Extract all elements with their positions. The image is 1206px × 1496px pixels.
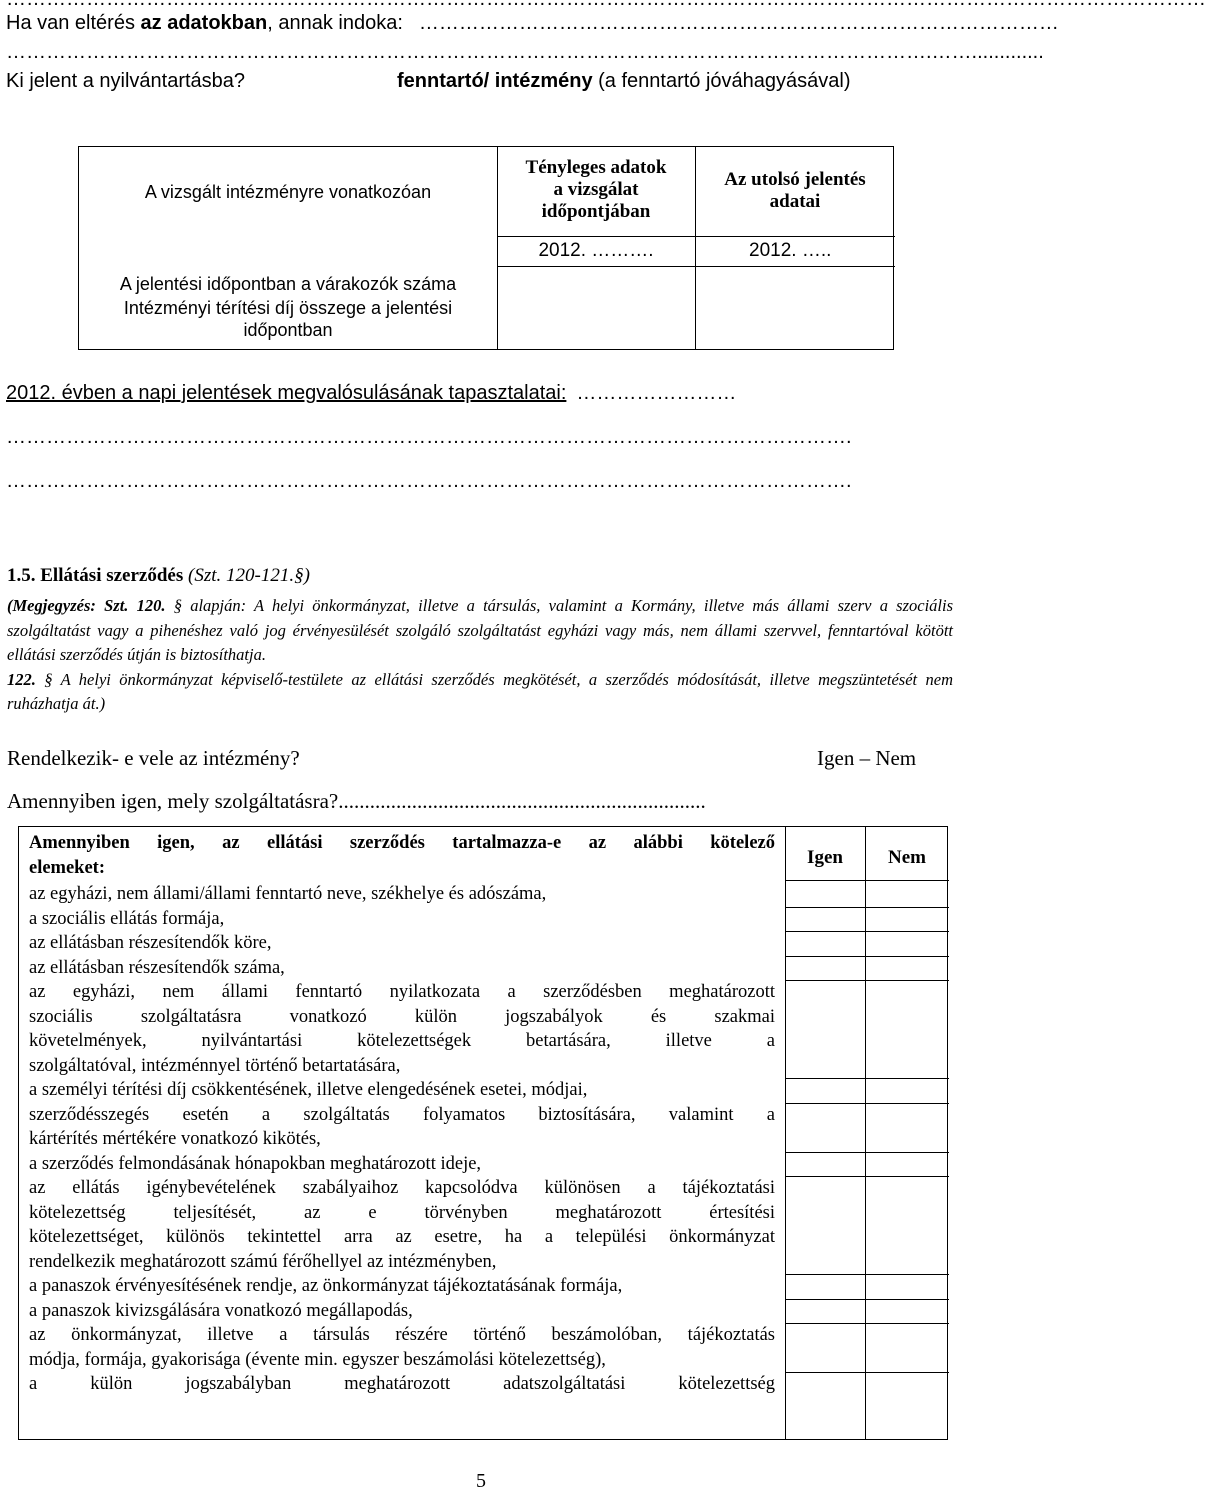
section-sign: § [44,669,53,689]
section-title-bold: 1.5. Ellátási szerződés [7,565,184,586]
checkbox-yes[interactable] [785,1176,865,1196]
row-text-line: az egyházi, nem állami fenntartó nyilatkozata a szerződésben meghatározott [29,982,775,1002]
checkbox-no[interactable] [865,1176,949,1196]
checkbox-no[interactable] [865,1323,949,1343]
dotted-line[interactable]: ………………………………………………………………………………………………………………. [6,426,852,448]
row-text-line: az ellátásban részesítendők száma, [29,957,285,978]
section-sign: § [173,596,182,615]
row-text-line: a panaszok érvényesítésének rendje, az önkormányzat tájékoztatásának formája, [29,1276,623,1296]
answer-dots[interactable]: …………………………………………………………………………………… [418,12,1059,34]
table-row [29,1078,775,1103]
experience-label: 2012. évben a napi jelentések megvalósulásának tapasztalatai: [6,382,567,404]
institution-data-table [78,146,894,350]
table-row [29,1274,775,1299]
row-text-line: kártérítés mértékére vonatkozó kikötés, [29,1129,321,1149]
row-text-line: az ellátásban részesítendők köre, [29,933,272,953]
checkbox-no[interactable] [865,931,949,951]
section-title: 1.5. Ellátási szerződés (Szt. 120-121.§) [7,565,310,586]
section-sign: § [294,565,304,586]
column-header-last-report: Az utolsó jelentés adatai [724,169,866,212]
checkbox-yes[interactable] [785,980,865,1000]
table-row [29,980,775,1078]
checkbox-no[interactable] [865,907,949,927]
registry-answer-bold: fenntartó/ intézmény [397,70,593,92]
question-bold: az adatokban [140,12,268,34]
legal-note [7,594,953,717]
row-waiting-count: A jelentési időpontban a várakozók száma [119,274,457,294]
row-text-line: a szerződés felmondásának hónapokban meghatározott ideje, [29,1153,482,1174]
experience-dots[interactable]: …………………… [576,382,737,404]
row-text-line: a panaszok kivizsgálására vonatkozó megállapodás, [29,1300,413,1321]
row-text-line: követelmények, nyilvántartási kötelezettségek betartására, illetve a [29,1031,775,1051]
registry-question [6,70,245,93]
table-row [29,1152,775,1177]
actual-year[interactable]: 2012. ………. [538,240,654,261]
checkbox-yes[interactable] [785,931,865,951]
difference-reason-question [6,12,1059,35]
question-suffix: , annak indoka: [267,12,403,34]
row-text-line: az ellátás igénybevételének szabályaihoz kapcsolódva különösen a tájékoztatási [29,1178,775,1198]
contract-answer[interactable]: Igen – Nem [817,746,917,770]
row-text-line: az egyházi, nem állami/állami fenntartó neve, székhelye és adószáma, [29,884,547,904]
row-text-line: kötelezettséget, különös tekintettel arra az esetre, ha a települési önkormányzat [29,1227,775,1247]
checkbox-no[interactable] [865,1103,949,1123]
checkbox-no[interactable] [865,1078,949,1098]
contract-question: Rendelkezik- e vele az intézmény? [7,746,300,770]
checkbox-no[interactable] [865,1299,949,1319]
daily-report-experience [6,382,736,405]
registry-question-text: Ki jelent a nyilvántartásba? [6,70,246,92]
table-row [29,1372,775,1397]
table-row [29,1323,775,1372]
last-report-year[interactable]: 2012. ….. [749,240,832,261]
row-text-line: módja, formája, gyakorisága (évente min. egyszer beszámolási kötelezettség), [29,1349,606,1370]
dotted-line[interactable]: ………………………………………………………………………………………………………………. [6,470,852,492]
checkbox-yes[interactable] [785,1323,865,1343]
checkbox-no[interactable] [865,882,949,902]
table-row [29,1299,775,1324]
checkbox-yes[interactable] [785,956,865,976]
table-row-header: A vizsgált intézményre vonatkozóan [144,182,432,202]
table-row [29,931,775,956]
checkbox-yes[interactable] [785,1103,865,1123]
checkbox-yes[interactable] [785,907,865,927]
row-fee-amount: Intézményi térítési díj összege a jelentési időpontban [123,298,453,340]
registry-answer [397,70,851,93]
checkbox-yes[interactable] [785,1299,865,1319]
table-row [29,1103,775,1152]
checkbox-no[interactable] [865,1372,949,1392]
question-prefix: Ha van eltérés [6,12,141,34]
registry-answer-rest: (a fenntartó jóváhagyásával) [592,70,851,92]
checkbox-yes[interactable] [785,1372,865,1392]
note-head: (Megjegyzés: Szt. 120. [7,596,166,615]
row-text-line: a személyi térítési díj csökkentésének, illetve elengedésének esetei, módjai, [29,1080,588,1100]
table-header: Amennyiben igen, az ellátási szerződés tartalmazza-e az alábbi kötelező elemeket: [29,833,775,878]
checkbox-no[interactable] [865,956,949,976]
row-text-line: kötelezettség teljesítését, az e törvényben meghatározott értesítési [29,1202,775,1223]
table-row [29,956,775,981]
checkbox-no[interactable] [865,980,949,1000]
column-header-actual: Tényleges adatok a vizsgálat időpontjában [525,157,667,222]
row-text-line: a szociális ellátás formája, [29,908,225,929]
checkbox-no[interactable] [865,1152,949,1172]
column-yes: Igen [807,847,843,868]
row-text-line: a külön jogszabályban meghatározott adatszolgáltatási kötelezettség [29,1374,775,1394]
page-number: 5 [476,1470,486,1492]
checkbox-no[interactable] [865,1274,949,1294]
row-text-line: az önkormányzat, illetve a társulás részére történő beszámolóban, tájékoztatás [29,1325,775,1345]
table-row [29,907,775,932]
note-paragraph-1: alapján: A helyi önkormányzat, illetve a társulás, valamint a Kormány, illetve más állami szerv a szociális szolgáltatást vagy a pihenéshez való jog érvényesülését szolgáló szolgáltatást egyházi vagy más, nem állami szervvel, fenntartóval kötött ellátási szerződés útján is biztosíthatja. [7,596,954,664]
checkbox-yes[interactable] [785,1078,865,1098]
row-text-line: szociális szolgáltatásra vonatkozó külön jogszabályok és szakmai [29,1006,775,1027]
dotted-line [6,0,1206,11]
table-row [29,882,775,907]
checkbox-yes[interactable] [785,882,865,902]
service-question[interactable]: Amennyiben igen, mely szolgáltatásra?...................................................................... [7,789,706,813]
dotted-line: ………………………………………………………………………………………………………………………….……............. [6,41,1044,63]
checkbox-yes[interactable] [785,1152,865,1172]
note-paragraph-2: A helyi önkormányzat képviselő-testülete az ellátási szerződés megkötését, a szerződés módosítását, illetve megszüntetését nem ruházhatja át.) [7,669,953,713]
row-text-line: szolgáltatóval, intézménnyel történő betartatására, [29,1055,401,1076]
column-no: Nem [888,847,926,868]
section-ref: (Szt. 120-121. [183,565,295,586]
row-text-line: rendelkezik meghatározott számú férőhellyel az intézményben, [29,1251,497,1272]
contract-elements-table [18,826,948,1440]
row-text-line: szerződésszegés esetén a szolgáltatás folyamatos biztosítására, valamint a [29,1104,775,1125]
note-122: 122. [7,669,36,689]
checkbox-yes[interactable] [785,1274,865,1294]
table-row [29,1176,775,1274]
